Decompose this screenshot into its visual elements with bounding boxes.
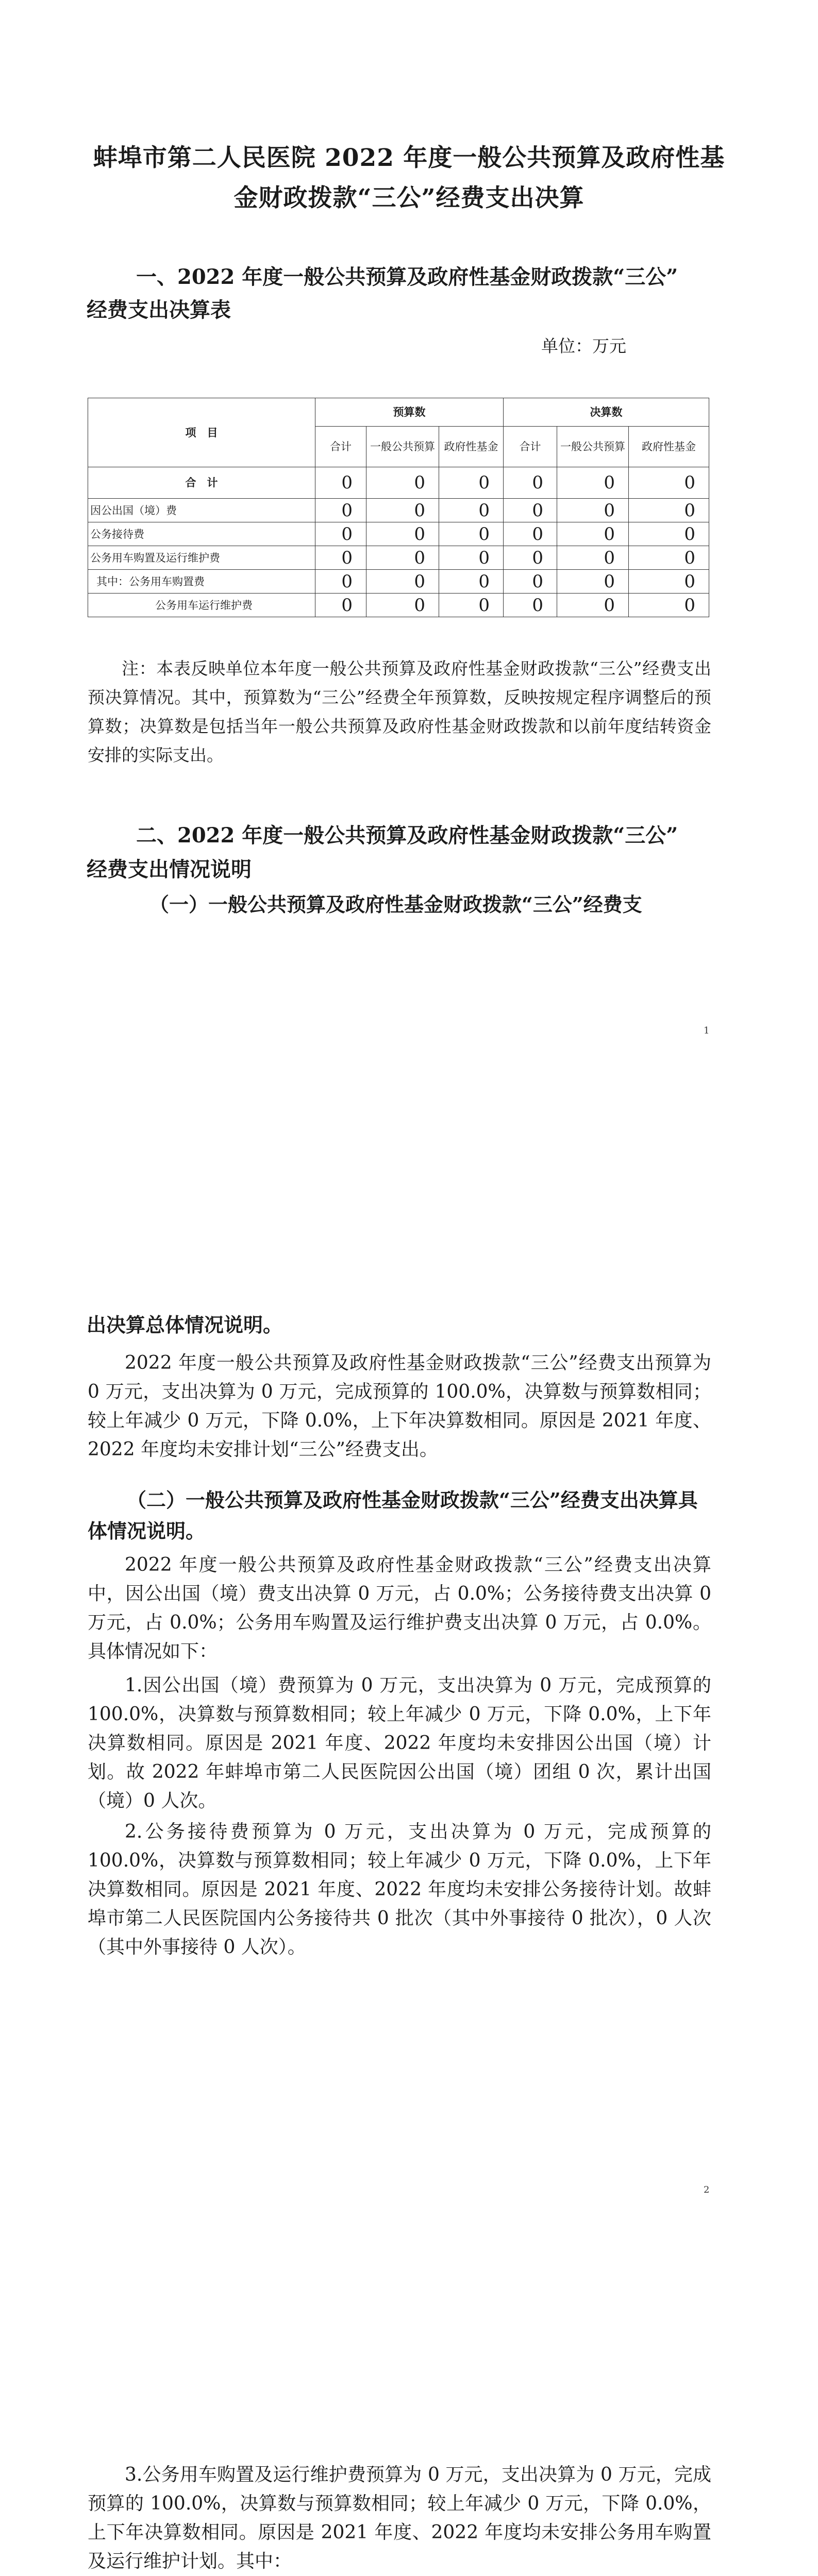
table-cell: 0 [629,467,709,499]
paragraph-reception: 2.公务接待费预算为 0 万元，支出决算为 0 万元，完成预算的 100.0%，决算数与预算数相同；较上年减少 0 万元，下降 0.0%，上下年决算数相同。原因是 2021 年度、2022 年度均未安排公务接待计划。故蚌埠市第二人民医院国内公务接待共 0 批次（其中外事接待 0 批次），0 人次（其中外事接待 0 人次）。 [88,1821,711,1958]
table-header-final: 决算数 [504,398,709,427]
document-title-line-2: 金财政拨款“三公”经费支出决算 [233,184,585,212]
table-cell: 0 [504,594,557,617]
paragraph-overseas: 1.因公出国（境）费预算为 0 万元，支出决算为 0 万元，完成预算的 100.0%，决算数与预算数相同；较上年减少 0 万元，下降 0.0%，上下年决算数相同。原因是 2021 年度、2022 年度均未安排因公出国（境）计划。故 2022 年蚌埠市第二人民医院因公出国（境）团组 0 次，累计出国（境）0 人次。 [88,1675,711,1811]
table-subheader: 合计 [315,427,366,467]
table-cell: 0 [315,570,366,594]
section-2-heading-line-2: 经费支出情况说明 [87,857,252,882]
table-cell: 0 [557,522,629,546]
paragraph-overall: 2022 年度一般公共预算及政府性基金财政拨款“三公”经费支出预算为 0 万元，支出决算为 0 万元，完成预算的 100.0%，决算数与预算数相同；较上年减少 0 万元，下降 0.0%，上下年决算数相同。原因是 2021 年度、2022 年度均未安排计划“三公”经费支出。 [88,1352,711,1460]
document-title-line-1: 蚌埠市第二人民医院 2022 年度一般公共预算及政府性基 [93,144,725,172]
table-row-label: 公务用车运行维护费 [88,594,315,617]
table-cell: 0 [315,499,366,522]
table-cell: 0 [315,467,366,499]
subsection-1-heading-line-2: 出决算总体情况说明。 [87,1313,283,1336]
table-cell: 0 [557,546,629,570]
table-cell: 0 [629,570,709,594]
table-cell: 0 [439,499,504,522]
table-row [88,546,709,570]
table-cell: 0 [315,522,366,546]
table-cell: 0 [557,594,629,617]
table-subheader: 政府性基金 [439,427,504,467]
table-subheader: 政府性基金 [629,427,709,467]
table-header-row-1 [88,398,709,427]
table-cell: 0 [629,546,709,570]
subsection-2-heading: （二）一般公共预算及政府性基金财政拨款“三公”经费支出决算具体情况说明。 [88,1488,698,1543]
table-cell: 0 [504,546,557,570]
table-cell: 0 [439,522,504,546]
table-subheader: 合计 [504,427,557,467]
table-row-label: 其中：公务用车购置费 [88,570,315,594]
table-cell: 0 [366,499,439,522]
table-cell: 0 [557,467,629,499]
table-cell: 0 [557,570,629,594]
table-cell: 0 [439,467,504,499]
table-cell: 0 [315,546,366,570]
table-row [88,594,709,617]
table-cell: 0 [366,594,439,617]
table-header-item: 项 目 [88,398,315,467]
table-cell: 0 [557,499,629,522]
paragraph-detail: 2022 年度一般公共预算及政府性基金财政拨款“三公”经费支出决算中，因公出国（境）费支出决算 0 万元，占 0.0%；公务接待费支出决算 0 万元，占 0.0%；公务用车购置及运行维护费支出决算 0 万元，占 0.0%。具体情况如下： [88,1554,711,1662]
table-cell: 0 [315,594,366,617]
section-1-heading-line-1: 一、2022 年度一般公共预算及政府性基金财政拨款“三公” [136,265,678,289]
table-subheader: 一般公共预算 [366,427,439,467]
table-header-budget: 预算数 [315,398,504,427]
document-title [82,138,736,218]
table-cell: 0 [629,499,709,522]
page-number: 1 [704,1025,710,1036]
table-row-label: 合 计 [88,467,315,499]
table-row-label: 公务用车购置及运行维护费 [88,546,315,570]
three-public-expenses-table [88,398,709,617]
table-cell: 0 [504,499,557,522]
table-cell: 0 [366,546,439,570]
table-row-total [88,467,709,499]
table-cell: 0 [504,570,557,594]
table-cell: 0 [439,570,504,594]
table-cell: 0 [366,570,439,594]
paragraph-vehicles: 3.公务用车购置及运行维护费预算为 0 万元，支出决算为 0 万元，完成预算的 100.0%，决算数与预算数相同；较上年减少 0 万元，下降 0.0%，上下年决算数相同。原因是 2021 年度、2022 年度均未安排公务用车购置及运行维护计划。其中： [88,2464,711,2572]
table-cell: 0 [366,467,439,499]
section-2-heading-line-1: 二、2022 年度一般公共预算及政府性基金财政拨款“三公” [136,823,678,848]
table-cell: 0 [504,467,557,499]
table-cell: 0 [629,594,709,617]
table-cell: 0 [439,546,504,570]
table-row [88,499,709,522]
section-1-heading-line-2: 经费支出决算表 [87,298,231,322]
table-row-label: 公务接待费 [88,522,315,546]
table-cell: 0 [504,522,557,546]
unit-label: 单位：万元 [541,336,626,356]
table-cell: 0 [439,594,504,617]
table-row [88,522,709,546]
table-row [88,570,709,594]
table-cell: 0 [366,522,439,546]
table-cell: 0 [629,522,709,546]
subsection-1-heading-line-1: （一）一般公共预算及政府性基金财政拨款“三公”经费支 [149,893,642,916]
table-subheader: 一般公共预算 [557,427,629,467]
page-number: 2 [704,2184,710,2195]
table-note: 注：本表反映单位本年度一般公共预算及政府性基金财政拨款“三公”经费支出预决算情况。其中，预算数为“三公”经费全年预算数，反映按规定程序调整后的预算数；决算数是包括当年一般公共预算及政府性基金财政拨款和以前年度结转资金安排的实际支出。 [88,658,711,765]
table-row-label: 因公出国（境）费 [88,499,315,522]
